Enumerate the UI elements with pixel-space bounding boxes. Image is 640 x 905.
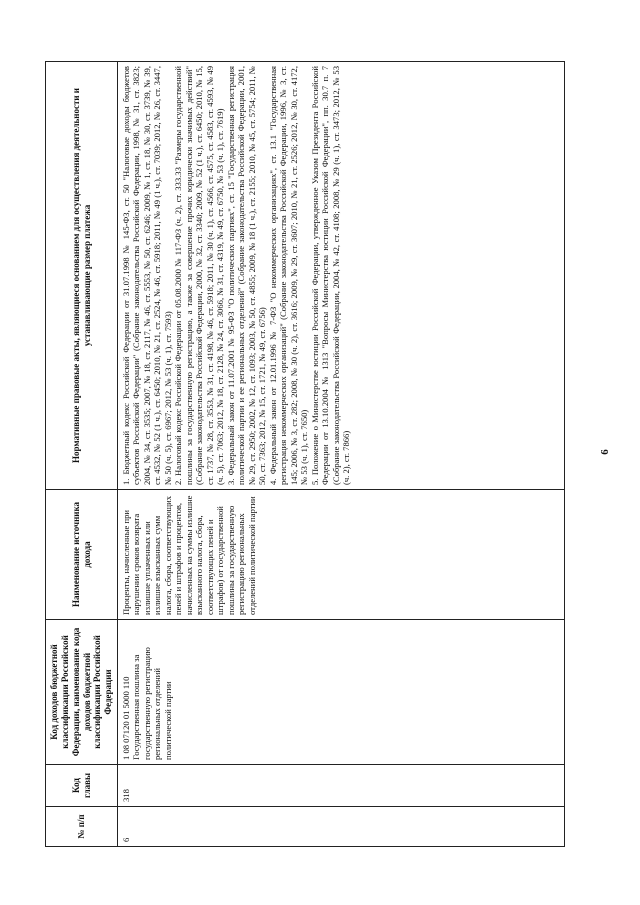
kbk-code: 1 08 07120 01 5000 110	[121, 676, 131, 760]
table-row	[118, 62, 565, 847]
cell-kbk	[118, 620, 565, 765]
income-sources-table	[45, 61, 565, 847]
kbk-name: Государственная пошлина за государственную регистрацию региональных отделений политической партии	[131, 647, 173, 760]
rotated-content	[45, 62, 565, 847]
header-kbk: Код доходов бюджетной классификации Российской Федерации, наименование кода доходов бюджетной классификации Российской Федерации	[46, 620, 118, 765]
legal-act-1: 1. Бюджетный кодекс Российской Федерации от 31.07.1998 № 145-ФЗ, ст. 50 "Налоговые доходы бюджетов субъектов Российской Федерации" (Собрание законодательства Российской Федерации, 1998, № 31, ст. 3823; 2004, № 34, ст. 3535; 2007, № 18, ст. 2117, № 46, ст. 5553, № 50, ст. 6246; 2009, № 1, ст. 18, № 30, ст. 3739, № 39, ст. 4532, № 52 (1 ч.), ст. 6450; 2010, № 21, ст. 2524, № 46, ст. 5918; 2011, № 49 (1 ч.), ст. 7039; 2012, № 26, ст. 3447, № 50 (ч. 5), ст. 6967; 2012, № 53 (ч. 1), ст. 7593)	[121, 66, 173, 485]
cell-legal-acts	[118, 62, 565, 490]
header-source-name: Наименование источника дохода	[46, 490, 118, 620]
cell-chapter-code: 318	[118, 765, 565, 807]
header-legal-acts: Нормативные правовые акты, являющиеся основанием для осуществления деятельности и устанавливающие размер платежа	[46, 62, 118, 490]
cell-num: 6	[118, 807, 565, 847]
header-chapter-code: Код главы	[46, 765, 118, 807]
legal-act-2: 2. Налоговый кодекс Российской Федерации от 05.08.2000 № 117-ФЗ (ч. 2), ст. 333.33 "Размеры государственной пошлины за государственную регистрацию, а также за совершение прочих юридически значимых действий" (Собрание законодательства Российской Федерации, 2000, № 32, ст. 3340; 2009, № 52 (1 ч.), ст. 6450; 2010, № 15, ст. 1737, № 28, ст. 3553, № 31, ст. 4198, № 46, ст. 5918; 2011, № 30 (ч. 1), ст. 4566, ст. 4575, ст. 4583, ст. 4593, № 49 (ч. 5), ст. 7063; 2012, № 18, ст. 2128, № 24, ст. 3066, № 31, ст. 4319, № 49, ст. 6750, № 53 (ч. 1), ст. 7619)	[173, 66, 226, 485]
legal-act-5: 5. Положение о Министерстве юстиции Российской Федерации, утвержденное Указом Президента Российской Федерации от 13.10.2004 № 1313 "Вопросы Министерства юстиции Российской Федерации", пп. 30.7 п. 7 (Собрание законодательства Российской Федерации, 2004, № 42, ст. 4108; 2008, № 29 (ч. 1), ст. 3473; 2012, № 53 (ч. 2), ст. 7866)	[309, 66, 352, 485]
cell-source-name: Проценты, начисленные при нарушении сроков возврата излишне уплаченных или излишне взысканных сумм налога, сбора, соответствующих пеней и штрафов и процентов, начисленных на суммы излишне взысканного налога, сбора, соответствующих пеней и штрафов) от государственной пошлины за государственную регистрацию региональных отделений политической партии	[118, 490, 565, 620]
legal-act-4: 4. Федеральный закон от 12.01.1996 № 7-ФЗ "О некоммерческих организациях", ст. 13.1 "Государственная регистрация некоммерческих организаций" (Собрание законодательства Российской Федерации, 1996, № 3, ст. 145; 2006, № 3, ст. 282; 2008, № 30 (ч. 2), ст. 3616; 2009, № 29, ст. 3607; 2010, № 21, ст. 2526; 2012, № 30, ст. 4172, № 53 (ч. 1), ст. 7650)	[267, 66, 310, 485]
table-header-row	[46, 62, 118, 847]
header-num: № п/п	[46, 807, 118, 847]
page-number: 6	[598, 449, 611, 455]
legal-act-3: 3. Федеральный закон от 11.07.2001 № 95-ФЗ "О политических партиях", ст. 15 "Государственная регистрация политической партии и ее региональных отделений" (Собрание законодательства Российской Федерации, 2001, № 29, ст. 2950; 2002, № 12, ст. 1093; 2003, № 50, ст. 4855; 2009, № 18 (1 ч.), ст. 2155; 2010, № 45, ст. 5754; 2011, № 50, ст. 7363; 2012, № 15, ст. 1721, № 49, ст. 6756)	[225, 66, 268, 485]
